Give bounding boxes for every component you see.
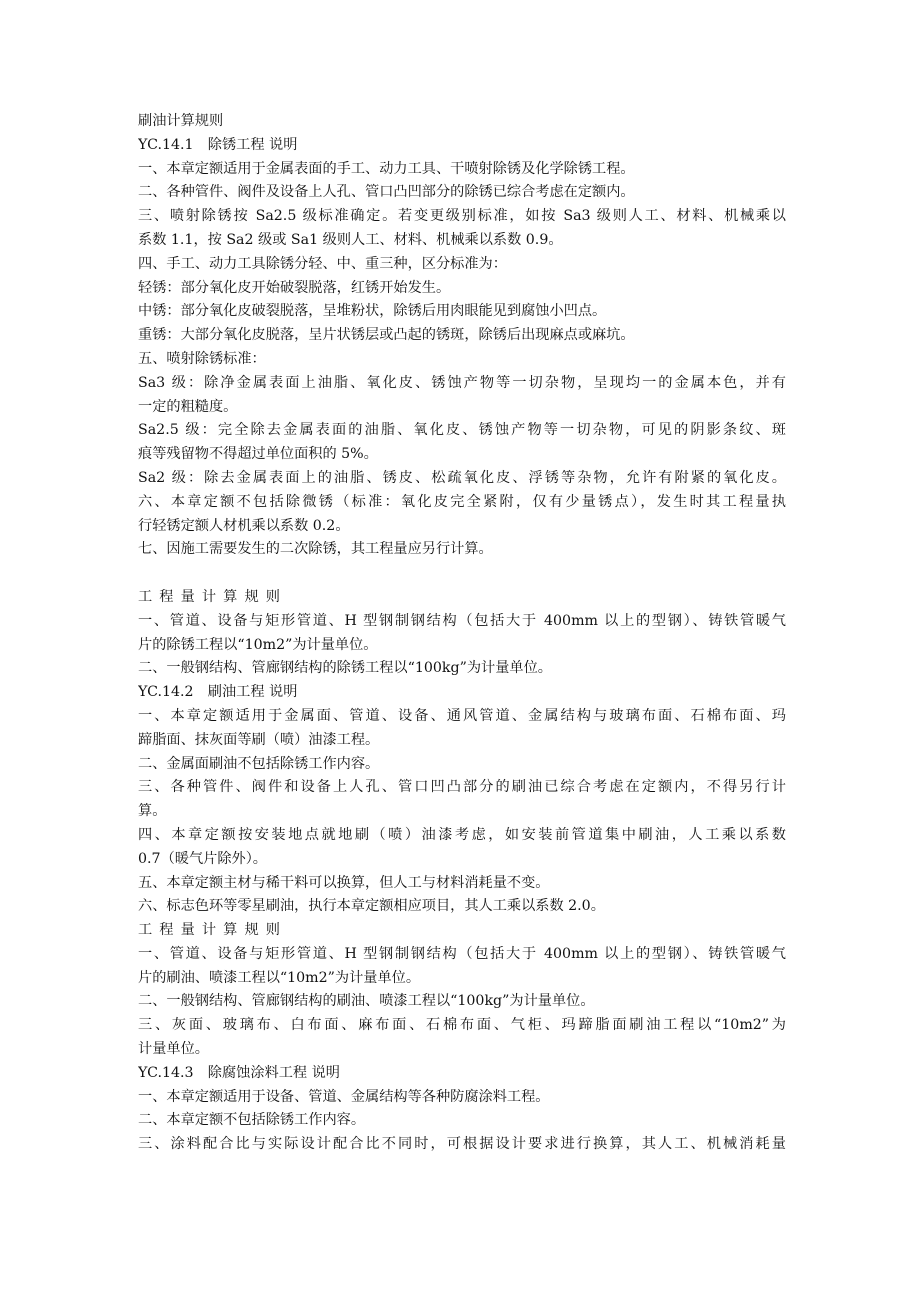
paragraph-line: 二、金属面刷油不包括除锈工作内容。 (138, 755, 380, 772)
paragraph-line: 七、因施工需要发生的二次除锈，其工程量应另行计算。 (138, 541, 493, 558)
paragraph-line: 一、本章定额适用于设备、管道、金属结构等各种防腐涂料工程。 (138, 1088, 550, 1105)
paragraph-line: 二、各种管件、阀件及设备上人孔、管口凸凹部分的除锈已综合考虑在定额内。 (138, 184, 635, 201)
paragraph-line: 中锈：部分氧化皮破裂脱落，呈堆粉状，除锈后用肉眼能见到腐蚀小凹点。 (138, 303, 607, 320)
section-heading-yc-14-2: YC.14.2 刷油工程 说明 (138, 684, 298, 701)
section-heading-calc-rules: 工程量计算规则 (138, 922, 288, 939)
paragraph-line: 一、本章定额适用于金属表面的手工、动力工具、干喷射除锈及化学除锈工程。 (138, 160, 635, 177)
paragraph-line: 二、一般钢结构、管廊钢结构的除锈工程以“100kg”为计量单位。 (138, 660, 552, 677)
paragraph-line: 五、本章定额主材与稀干料可以换算，但人工与材料消耗量不变。 (138, 874, 550, 891)
paragraph-line: Sa3 级：除净金属表面上油脂、氧化皮、锈蚀产物等一切杂物，呈现均一的金属本色，并有 (138, 374, 786, 391)
paragraph-line: Sa2.5 级：完全除去金属表面的油脂、氧化皮、锈蚀产物等一切杂物，可见的阴影条纹、斑 (138, 422, 786, 439)
paragraph-line: 痕等残留物不得超过单位面积的 5%。 (138, 446, 378, 463)
paragraph-line: 三、各种管件、阀件和设备上人孔、管口凹凸部分的刷油已综合考虑在定额内，不得另行计 (138, 779, 786, 796)
paragraph-line: 行轻锈定额人材机乘以系数 0.2。 (138, 517, 350, 534)
document-title: 刷油计算规则 (138, 113, 224, 129)
paragraph-line: 重锈：大部分氧化皮脱落，呈片状锈层或凸起的锈斑，除锈后出现麻点或麻坑。 (138, 327, 635, 344)
paragraph-line: 蹄脂面、抹灰面等刷（喷）油漆工程。 (138, 731, 380, 748)
paragraph-line: 二、一般钢结构、管廊钢结构的刷油、喷漆工程以“100kg”为计量单位。 (138, 993, 595, 1010)
section-heading-calc-rules: 工程量计算规则 (138, 588, 288, 605)
paragraph-line: 一、管道、设备与矩形管道、H 型钢制钢结构（包括大于 400mm 以上的型钢）、铸铁管暖气 (138, 945, 786, 962)
section-heading-yc-14-1: YC.14.1 除锈工程 说明 (138, 136, 298, 153)
paragraph-line: 二、本章定额不包括除锈工作内容。 (138, 1112, 366, 1129)
paragraph-line: 计量单位。 (138, 1041, 209, 1058)
paragraph-line: 轻锈：部分氧化皮开始破裂脱落，红锈开始发生。 (138, 279, 451, 296)
paragraph-line: 三、灰面、玻璃布、白布面、麻布面、石棉布面、气柜、玛蹄脂面刷油工程以“10m2”为 (138, 1017, 786, 1034)
paragraph-line: 三、喷射除锈按 Sa2.5 级标准确定。若变更级别标准，如按 Sa3 级则人工、材料、机械乘以 (138, 208, 786, 225)
paragraph-line: 四、手工、动力工具除锈分轻、中、重三种，区分标准为： (138, 255, 507, 272)
paragraph-line: 0.7（暖气片除外）。 (138, 850, 267, 867)
paragraph-line: 片的除锈工程以“10m2”为计量单位。 (138, 636, 378, 653)
paragraph-line: 五、喷射除锈标准： (138, 350, 266, 367)
paragraph-line: 一、本章定额适用于金属面、管道、设备、通风管道、金属结构与玻璃布面、石棉布面、玛 (138, 707, 786, 724)
paragraph-line: 算。 (138, 803, 167, 820)
paragraph-line: Sa2 级：除去金属表面上的油脂、锈皮、松疏氧化皮、浮锈等杂物，允许有附紧的氧化皮。 (138, 469, 786, 486)
document-page (138, 110, 786, 1157)
paragraph-line: 三、涂料配合比与实际设计配合比不同时，可根据设计要求进行换算，其人工、机械消耗量 (138, 1136, 786, 1153)
section-heading-yc-14-3: YC.14.3 除腐蚀涂料工程 说明 (138, 1064, 340, 1081)
paragraph-line: 一、管道、设备与矩形管道、H 型钢制钢结构（包括大于 400mm 以上的型钢）、铸铁管暖气 (138, 612, 786, 629)
paragraph-line: 系数 1.1，按 Sa2 级或 Sa1 级则人工、材料、机械乘以系数 0.9。 (138, 231, 563, 248)
paragraph-line: 一定的粗糙度。 (138, 398, 238, 415)
blank-line (138, 562, 786, 586)
paragraph-line: 六、标志色环等零星刷油，执行本章定额相应项目，其人工乘以系数 2.0。 (138, 898, 605, 915)
paragraph-line: 四、本章定额按安装地点就地刷（喷）油漆考虑，如安装前管道集中刷油，人工乘以系数 (138, 826, 786, 843)
paragraph-line: 六、本章定额不包括除微锈（标准：氧化皮完全紧附，仅有少量锈点），发生时其工程量执 (138, 493, 786, 510)
paragraph-line: 片的刷油、喷漆工程以“10m2”为计量单位。 (138, 969, 421, 986)
